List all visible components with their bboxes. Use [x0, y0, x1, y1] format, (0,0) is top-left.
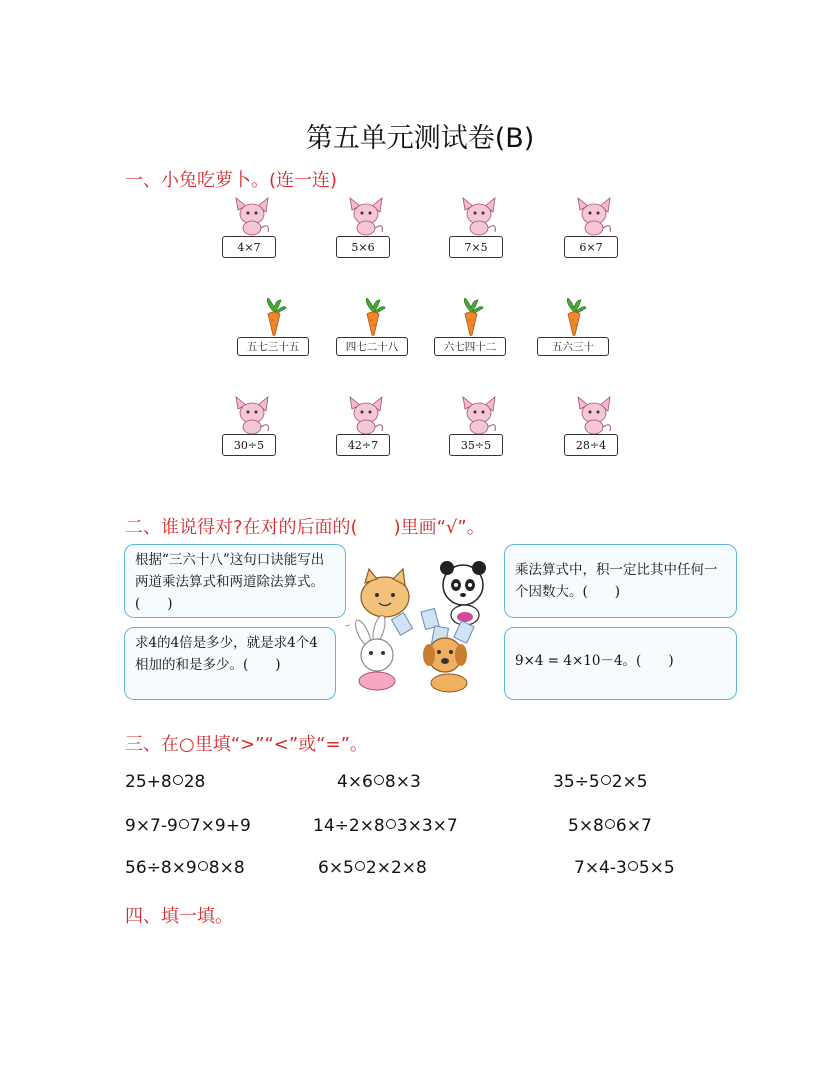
rabbit-icon: [457, 196, 501, 236]
answer-circle[interactable]: [628, 861, 638, 871]
rabbit-icon: [230, 196, 274, 236]
statement-3-text: 求4的4倍是多少，就是求4个4相加的和是多少。( ): [135, 635, 318, 673]
answer-circle[interactable]: [601, 775, 611, 785]
rabbit-icon: [344, 395, 388, 435]
right-expression: 8×8: [208, 858, 245, 878]
statement-4-text: 9×4 = 4×10－4。( ): [515, 653, 674, 669]
page-title: 第五单元测试卷(B): [305, 123, 535, 154]
rabbit-icon: [344, 196, 388, 236]
comparison-expression: [125, 816, 251, 836]
right-expression: 3×3×7: [396, 816, 458, 836]
section-1-heading: 一、小兔吃萝卜。(连一连): [125, 170, 338, 191]
rabbit-icon: [353, 614, 395, 690]
right-expression: 6×7: [615, 816, 652, 836]
left-expression: 6×5: [318, 858, 354, 878]
comparison-expression: [553, 772, 648, 792]
division-box[interactable]: 28÷4: [564, 434, 618, 456]
statement-bubble-2: [504, 544, 737, 618]
section-2-heading: 二、谁说得对?在对的后面的( )里画“√”。: [125, 517, 485, 538]
left-expression: 25+8: [125, 772, 172, 792]
multiplication-box[interactable]: 6×7: [564, 236, 618, 258]
carrot-icon: [358, 298, 388, 336]
answer-circle[interactable]: [173, 775, 183, 785]
comparison-expression: [125, 858, 245, 878]
answer-circle[interactable]: [605, 819, 615, 829]
answer-circle[interactable]: [386, 819, 396, 829]
right-expression: 8×3: [384, 772, 421, 792]
rabbit-icon: [572, 196, 616, 236]
multiplication-rhyme-box[interactable]: 五六三十: [537, 337, 609, 356]
left-expression: 4×6: [337, 772, 373, 792]
multiplication-box[interactable]: 7×5: [449, 236, 503, 258]
comparison-expression: [313, 816, 458, 836]
statement-bubble-1: [124, 544, 346, 618]
panda-icon: [440, 561, 486, 625]
right-expression: 2×2×8: [365, 858, 427, 878]
statement-1-text: 根据“三六十八”这句口诀能写出两道乘法算式和两道除法算式。( ): [135, 552, 325, 612]
cartoon-animals-illustration: [345, 555, 505, 705]
left-expression: 14÷2×8: [313, 816, 385, 836]
multiplication-rhyme-box[interactable]: 四七二十八: [336, 337, 408, 356]
division-box[interactable]: 42÷7: [336, 434, 390, 456]
right-expression: 5×5: [638, 858, 675, 878]
comparison-expression: [337, 772, 421, 792]
carrot-icon: [559, 298, 589, 336]
rabbit-icon: [457, 395, 501, 435]
carrot-icon: [259, 298, 289, 336]
rabbit-icon: [572, 395, 616, 435]
answer-circle[interactable]: [179, 819, 189, 829]
section-4-heading: 四、填一填。: [125, 906, 233, 927]
left-expression: 9×7-9: [125, 816, 178, 836]
cat-icon: [361, 569, 409, 617]
multiplication-box[interactable]: 4×7: [222, 236, 276, 258]
division-box[interactable]: 35÷5: [449, 434, 503, 456]
carrot-icon: [456, 298, 486, 336]
multiplication-rhyme-box[interactable]: 五七三十五: [237, 337, 309, 356]
comparison-expression: [125, 772, 205, 792]
right-expression: 2×5: [611, 772, 648, 792]
left-expression: 35÷5: [553, 772, 600, 792]
left-expression: 7×4-3: [574, 858, 627, 878]
right-expression: 28: [183, 772, 206, 792]
comparison-expression: [318, 858, 427, 878]
statement-2-text: 乘法算式中，积一定比其中任何一个因数大。( ): [515, 562, 718, 600]
section-3-heading: 三、在○里填“>”“<”或“=”。: [125, 734, 368, 755]
answer-circle[interactable]: [355, 861, 365, 871]
rabbit-icon: [230, 395, 274, 435]
statement-bubble-4: [504, 627, 737, 700]
left-expression: 5×8: [568, 816, 604, 836]
division-box[interactable]: 30÷5: [222, 434, 276, 456]
comparison-expression: [574, 858, 675, 878]
answer-circle[interactable]: [374, 775, 384, 785]
statement-bubble-3: [124, 627, 336, 700]
left-expression: 56÷8×9: [125, 858, 197, 878]
dog-icon: [423, 638, 467, 692]
multiplication-box[interactable]: 5×6: [336, 236, 390, 258]
comparison-expression: [568, 816, 652, 836]
answer-circle[interactable]: [198, 861, 208, 871]
multiplication-rhyme-box[interactable]: 六七四十二: [434, 337, 506, 356]
right-expression: 7×9+9: [189, 816, 251, 836]
